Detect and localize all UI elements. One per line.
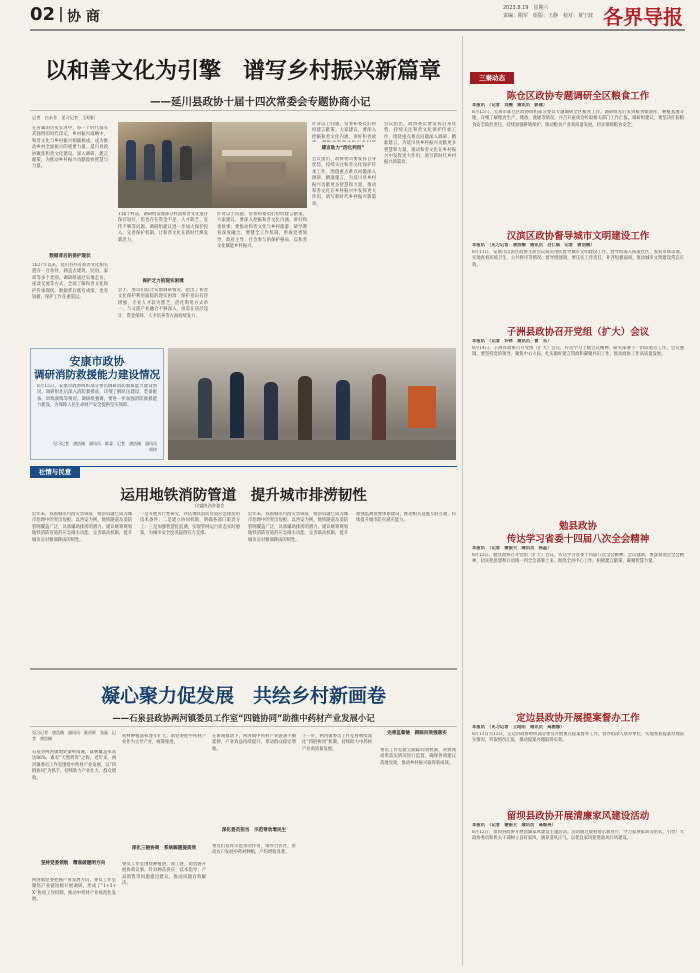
news5-text: 8月11日至15日，定边县政协组织部分委员开展重点提案督办工作。督办组深入承办单位，实地查看提案办理落实情况，听取情况汇报，推动提案办理取得实效。 (472, 732, 684, 744)
news3-text: 8月14日，子洲县政协召开党组（扩大）会议，传达学习上级会议精神，研究部署下一阶段重点工作。会议强调，要坚持党的领导，聚焦中心大局，扎实做好建言资政和凝聚共识工作，推动政协工作高质量发展。 (472, 346, 684, 358)
news2-title: 汉滨区政协督导城市文明建设工作 (506, 231, 650, 242)
main-col3-text: 针对以上问题，常委和委员们纷纷建言献策。大家建议，要深入挖掘和善文化内涵，讲好和善故事；要推动和善文化与乡村旅游、研学教育深度融合；要健全工作机制，形成党委领导、政府主导、社会参与的保护格局，以和善文化赋能乡村振兴。 (217, 212, 307, 250)
news4-title: 勉县政协 (558, 521, 597, 532)
feature-col3-text2: 委员们发挥示范带动作用，领办合作社，带动农户发展中药材种植，户均增收显著。 (212, 844, 296, 856)
feature-col1-text: 石泉县两河镇地处秦岭南麓，森林覆盖率高达86%，素有“天然药库”之称。近年来，两河镇委员工作室围绕中药材产业发展，以“四链协同”为抓手，持续助力产业壮大、群众增收。 (32, 750, 116, 781)
right-column-divider (462, 36, 463, 966)
section-tag (30, 466, 80, 478)
feature-heading-4: 完善监督链 跟踪问效强落实 (387, 731, 447, 736)
heading-data: 数据背后的保护现状 (49, 254, 91, 259)
main-col2-text: 116个村落，调研组发现部分村落和善文化遗存保存较好，但也存在资金不足、人才缺乏、宣传不够等问题。调研组建议进一步加大保护投入，完善保护机制，让和善文化在新时代焕发新活力。 (118, 212, 208, 243)
feature-heading-3: 深化委员担当 示范带动增民生 (221, 828, 287, 833)
essay-col2: 一是开展可行性研究，评估地铁消防管道应急排涝的技术条件；二是建立协同机制，明确各部门职责分工；三是加强智慧化监测，实现管网运行状态实时感知，为城市安全度汛提供有力支撑。 (140, 512, 240, 537)
main-col4-text: 会议指出，政协委员要发挥自身优势，持续关注和善文化保护传承工作，围绕重点难点问题深入调研、精准建言，为延川县乡村振兴贡献更多智慧和力量，推动和善文化在乡村振兴中发挥更大作用，谱写新时代乡村振兴新篇章。 (312, 157, 376, 207)
news6-byline: 本报讯 （记者 谢振天 通讯员 高维亮） (472, 823, 556, 828)
main-photo (168, 348, 456, 460)
main-col1-text: 在省属的历史长河中，每一个时代都有其独特的时代印记，乡村振兴战略中，和善文化与乡村振兴相辅相成，成为推动乡村全面振兴的重要力量。延川县政协聚焦和善文化建设，深入调研，建言献策，为推动乡村振兴贡献政协智慧与力量。 (32, 126, 108, 170)
news-box (30, 348, 164, 460)
heading-build: 建言助力“活化利用” (321, 146, 365, 151)
right-section-label-box (470, 72, 514, 84)
feature-col4-text: 下一步，两河镇委员工作室将继续深化“四链协同”机制，持续助力中药材产业高质量发展。 (302, 734, 372, 752)
article-photo (118, 122, 212, 208)
feature-col1-text2: 两河镇党委把握产业发展方向，委员工作室聚焦产业链短板开展调研，形成了“1+3+X”协同工作机制，推动中药材产业规范化发展。 (32, 878, 116, 903)
news1-byline: 本报讯 （记者 刘楠 通讯员 郭燕） (472, 103, 548, 108)
box-text: 8月15日，安康市政协组织部分委员调研消防救援能力建设情况。调研组先后深入消防救援站，详细了解队伍建设、装备配备、训练演练等情况。调研组强调，要进一步加强消防救援能力建设，为保障人民生命财产安全提供坚实保障。 (37, 384, 157, 409)
news3-title: 子洲县政协召开党组（扩大）会议 (506, 327, 650, 338)
header-divider-bar (60, 7, 62, 22)
main-col2-text2: 会上，委员们结合实地调研情况，指出了和善文化保护利用面临的现实困境：保护意识有待增强，专业人才较为匮乏，活化利用方式单一，与文旅产业融合不够深入，亟需在顶层设计、资金保障、人才培养等方面持续发力。 (118, 288, 208, 319)
essay-col1: 近年来，我国城市内涝灾害频发，排涝问题已成为城市治理中的突出短板。以西安为例，地铁隧道及消防管网覆盖广泛，具备辅助排涝的潜力。建议统筹规划地铁消防管道的应急排水功能，完善联动机制，提升城市应对极端降雨的韧性。 (32, 512, 132, 543)
essay-col3: 近年来，我国城市内涝灾害频发，排涝问题已成为城市治理中的突出短板。以西安为例，地铁隧道及消防管网覆盖广泛，具备辅助排涝的潜力。建议统筹规划地铁消防管道的应急排水功能，完善联动机制，提升城市应对极端降雨的韧性。 (248, 512, 348, 543)
main-col1-text2: 1627年以来，延川县共有和善文化相关遗存一百余处，涵盖古建筑、民俗、家训等多个类别。调研组通过实地走访、座谈交流等方式，全面了解和善文化保护传承现状。数据背后既有成绩，也有短板，保护工作任重道远。 (32, 263, 108, 301)
news5-byline: 本报讯 （见习记者 王昭阳 通讯员 高雅娜） (472, 725, 565, 730)
feature-col2-text2: 委员工作室围绕种植链、加工链、销售链开展协商议事，针对种苗供应、技术指导、产品销售等问题提出建议，推动问题有效解决。 (122, 862, 206, 887)
news3-byline: 本报讯 （记者 许林 通讯员 曹 东） (472, 339, 552, 344)
essay-byline: 民盟陕西省委会 (195, 503, 225, 508)
main-col3-text-b: 针对以上问题，常委和委员们纷纷建言献策。大家建议，要深入挖掘和善文化内涵，讲好和善故 (312, 122, 376, 140)
box-title-line2: 调研消防救援能力建设情况 (34, 369, 160, 381)
page-header (0, 0, 700, 36)
feature-col3-text: 在协商推动下，两河镇中药材产业链条不断延伸，产业效益持续提升，带动群众稳定增收。 (212, 734, 296, 752)
main-subheadline: ——延川县政协十届十四次常委会专题协商小记 (150, 96, 371, 108)
feature-heading-2: 深化三链协商 系统解题提质效 (131, 846, 197, 851)
main-headline: 以和善文化为引擎 谱写乡村振兴新篇章 (44, 59, 441, 84)
section-tag-label: 社情与民意 (38, 468, 72, 476)
news4-byline: 本报讯 （记者 谢振天 通讯员 杨蕊） (472, 546, 552, 551)
news4-text: 8月15日，勉县政协召开党组（扩大）会议，传达学习省委十四届八次全会精神。会议强调，要深刻领会全会精神，切实把思想和行动统一到全会部署上来，围绕全县中心工作，积极建言献策，凝聚智慧力量。 (472, 553, 684, 565)
box-title-line1: 安康市政协 (69, 355, 125, 368)
main-col5-text: 会议指出，政协委员要发挥自身优势，持续关注和善文化保护传承工作，围绕重点难点问题深入调研、精准建言，为延川县乡村振兴贡献更多智慧和力量，推动和善文化在乡村振兴中发挥更大作用，谱写新时代乡村振兴新篇章。 (384, 122, 456, 166)
feature-top-rule (30, 668, 457, 670)
feature-title-rule (30, 726, 457, 727)
essay-col4: 加强监测预警体系建设，推动相关设施互联互通，持续提升城市防灾减灾能力。 (356, 512, 456, 524)
main-title-rule (30, 110, 457, 111)
heading-protect: 保护乏力的现实困境 (142, 279, 184, 284)
page-number: 02 (30, 4, 56, 25)
feature-col5-text: 委员工作室建立跟踪问效机制，对协商成果落实情况进行监督，确保各项建议落地见效，推动乡村振兴取得新成效。 (380, 748, 456, 766)
news6-title: 留坝县政协开展清廉家风建设活动 (506, 811, 650, 822)
news1-text: 8月15日，宝鸡市陈仓区政协组织部分委员专题调研全区粮食工作。调研组先后来到粮食储备库、种植基地等地，详细了解粮食生产、储备、流通等情况，并召开座谈会听取相关部门工作汇报。调研组建议，要坚决扛稳粮食安全政治责任，持续加强耕地保护，推动粮食产业高质量发展，切实保障粮食安全。 (472, 110, 684, 128)
feature-byline: 见习记者 唐浩楠 通讯员 陈昌辉 张磊 记者 唐浩楠 (32, 730, 116, 741)
box-byline: 见习记者 唐浩楠 通讯员 陈睿 记者 唐浩楠 通讯员 周炜 (53, 441, 161, 452)
issue-date: 2023.8.19 星期六 (503, 5, 549, 11)
header-rule (30, 29, 685, 31)
feature-headline: 凝心聚力促发展 共绘乡村新画卷 (100, 685, 386, 707)
essay-headline: 运用地铁消防管道 提升城市排涝韧性 (120, 488, 367, 504)
right-section-label: 三秦动态 (479, 74, 505, 82)
section-tag-bar (30, 466, 457, 467)
news2-text: 8月11日，安康市汉滨区政协主席会议成员带队督导城市文明建设工作。督导组深入街道社区、农贸市场等地，实地查看环境卫生、公共秩序等情况。督导组强调，要压实工作责任，补齐短板弱项，推动城市文明建设常态长效。 (472, 250, 684, 268)
article-photo-2 (212, 122, 307, 208)
feature-heading-1: 坚持党委领航 精准破题明方向 (40, 861, 106, 866)
news2-byline: 本报讯 （见习记者 唐浩楠 通讯员 吕仁斌 记者 唐浩楠） (472, 243, 595, 248)
news6-text: 8月12日，留坝县政协开展清廉家风建设主题活动。活动通过观看警示教育片、学习家规家训等形式，引导广大政协委员和机关干部树立良好家风，涵养清风正气，以优良家风促进政风行风建设。 (472, 830, 684, 842)
news5-title: 定边县政协开展提案督办工作 (516, 713, 640, 724)
news1-title: 陈仓区政协专题调研全区粮食工作 (506, 91, 650, 102)
feature-col2-text: 药材种植面积逐年扩大，镇党委把中药材产业作为主导产业，统筹推进。 (122, 734, 206, 746)
masthead-logo: 各界导报 (603, 5, 683, 29)
news4-title2: 传达学习省委十四届八次全会精神 (506, 534, 650, 545)
main-byline: 记者 白永芳 见习记者 王昭阳 (32, 115, 95, 120)
feature-subheadline: ——石泉县政协两河镇委员工作室“四链协同”助推中药材产业发展小记 (112, 713, 375, 723)
section-name: 协 商 (67, 9, 100, 25)
editor-credits: 责编：隋军 组版：王静 校对：黄宁波 (503, 13, 594, 19)
